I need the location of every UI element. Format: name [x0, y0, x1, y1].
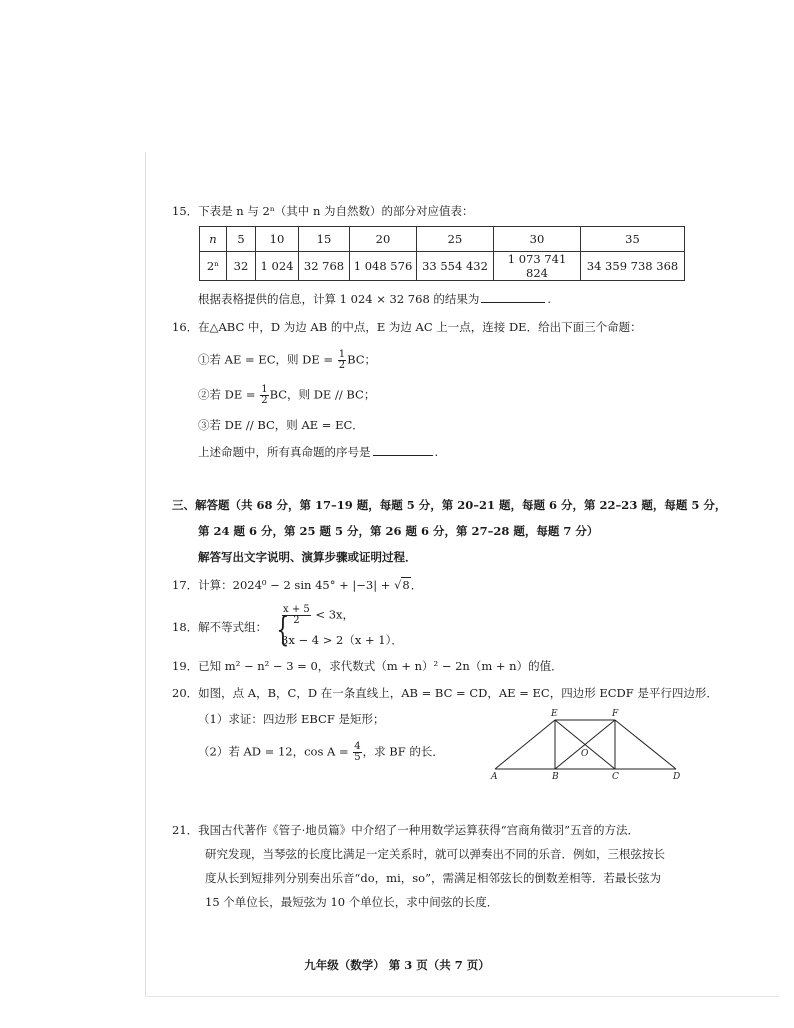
- table-cell: 1 073 741 824: [494, 252, 581, 281]
- table-cell: 30: [494, 227, 581, 252]
- point-o-label: O: [581, 749, 589, 759]
- fraction-one-half: [260, 385, 268, 406]
- point-e-label: E: [551, 709, 558, 719]
- q21-line-1: 21．我国古代著作《管子·地员篇》中介绍了一种用数学运算获得“宫商角徵羽”五音的方法．: [172, 823, 640, 837]
- q21-line-4: 15 个单位长，最短弦为 10 个单位长，求中间弦的长度．: [205, 895, 499, 909]
- fraction-x-plus-5-over-2: [282, 605, 311, 626]
- table-cell: 5: [227, 227, 256, 252]
- table-cell: 25: [417, 227, 494, 252]
- q21-line-2: 研究发现，当琴弦的长度比满足一定关系时，就可以弹奏出不同的乐音．例如，三根弦按长: [205, 847, 665, 861]
- section3-instruction: 解答写出文字说明、演算步骤或证明过程．: [198, 550, 417, 564]
- frac-num: x + 5: [283, 604, 310, 615]
- answer-blank[interactable]: [481, 291, 545, 303]
- point-b-label: B: [552, 772, 559, 782]
- frac-den: 2: [338, 360, 346, 371]
- frac-num: 1: [338, 349, 346, 360]
- frac-den: 5: [354, 752, 361, 763]
- q16-proposition-3: ③若 DE // BC，则 AE = EC．: [198, 418, 364, 432]
- sqrt-symbol: √: [394, 578, 402, 592]
- q21-line-3: 度从长到短排列分别奏出乐音“do，mi，so”，需满足相邻弦长的倒数差相等．若最长弦为: [205, 871, 661, 885]
- point-c-label: C: [612, 772, 619, 782]
- q15-question-text: 根据表格提供的信息，计算 1 024 × 32 768 的结果为: [198, 292, 480, 306]
- table-cell: 34 359 738 368: [581, 252, 685, 281]
- system-brace: {: [276, 610, 290, 650]
- frac-num: 4: [354, 741, 361, 752]
- value-table: [199, 226, 685, 281]
- table-cell: 10: [256, 227, 299, 252]
- q16-p1-tail: BC；: [347, 352, 377, 367]
- q18-inequality-1-rest: < 3x，: [315, 607, 354, 622]
- table-cell: 20: [350, 227, 417, 252]
- table-cell: 1 048 576: [350, 252, 417, 281]
- frac-den: 2: [293, 615, 300, 626]
- q16-question-text: 上述命题中，所有真命题的序号是: [198, 445, 371, 459]
- fraction-one-half: [338, 350, 346, 371]
- q16-proposition-1: [198, 350, 376, 371]
- table-cell: 32 768: [299, 252, 350, 281]
- q18-inequality-1: [281, 605, 354, 626]
- segment-ae: [495, 720, 555, 769]
- q20-part-2: [198, 742, 444, 763]
- q17-text: 17．计算：2024⁰ − 2 sin 45° + |−3| +: [172, 578, 395, 592]
- table-cell: 2ⁿ: [200, 252, 227, 281]
- fraction-four-fifths: [353, 742, 361, 763]
- page-left-edge: [145, 152, 146, 997]
- q16-prompt: 16．在△ABC 中，D 为边 AB 的中点，E 为边 AC 上一点，连接 DE．给出下面三个命题：: [172, 320, 642, 334]
- frac-num: 1: [261, 384, 268, 395]
- q17-end: ．: [410, 578, 423, 592]
- q17: [172, 577, 422, 593]
- table-row: [200, 252, 685, 281]
- q16-proposition-2: [198, 385, 375, 406]
- q20-part-2-text: （2）若 AD = 12，cos A =: [198, 744, 349, 759]
- point-a-label: A: [491, 772, 498, 782]
- table-cell: 35: [581, 227, 685, 252]
- frac-den: 2: [261, 395, 268, 406]
- q15-question: [198, 291, 551, 307]
- section3-heading: 三、解答题（共 68 分，第 17–19 题，每题 5 分，第 20–21 题，每题 6 分，第 22–23 题，每题 5 分，: [172, 498, 727, 512]
- point-d-label: D: [673, 772, 681, 782]
- q18-inequality-2: 3x − 4 > 2（x + 1）．: [281, 633, 403, 647]
- page-bottom-edge: [145, 996, 779, 997]
- table-cell: 1 024: [256, 252, 299, 281]
- q16-p2-text: ②若 DE =: [198, 387, 256, 402]
- q20-part-1: （1）求证：四边形 EBCF 是矩形；: [198, 712, 385, 726]
- q15-prompt: 15．下表是 n 与 2ⁿ（其中 n 为自然数）的部分对应值表：: [172, 204, 474, 218]
- page-footer: 九年级（数学） 第 3 页（共 7 页）: [304, 958, 490, 972]
- q20-part-2-tail: ，求 BF 的长．: [362, 744, 444, 759]
- table-cell: n: [200, 227, 227, 252]
- table-row: [200, 227, 685, 252]
- q18-label: 18．解不等式组：: [172, 620, 268, 634]
- q17-radicand: 8: [402, 578, 410, 592]
- q15-end: .: [547, 292, 552, 306]
- table-cell: 32: [227, 252, 256, 281]
- q16-p1-text: ①若 AE = EC，则 DE =: [198, 352, 334, 367]
- geometry-figure: [488, 705, 688, 783]
- table-cell: 33 554 432: [417, 252, 494, 281]
- q16-question: [198, 444, 438, 460]
- q16-end: .: [434, 445, 439, 459]
- point-f-label: F: [612, 709, 619, 719]
- q20-prompt: 20．如图，点 A，B，C，D 在一条直线上，AB = BC = CD，AE = EC，四边形 ECDF 是平行四边形．: [172, 686, 718, 700]
- segment-fd: [615, 720, 676, 769]
- q19: 19．已知 m² − n² − 3 = 0，求代数式（m + n）² − 2n（m + n）的值．: [172, 659, 563, 673]
- answer-blank[interactable]: [373, 444, 433, 456]
- table-cell: 15: [299, 227, 350, 252]
- q16-p2-tail: BC，则 DE // BC；: [269, 387, 376, 402]
- section3-heading-cont: 第 24 题 6 分，第 25 题 5 分，第 26 题 6 分，第 27–28 题，每题 7 分）: [198, 524, 599, 538]
